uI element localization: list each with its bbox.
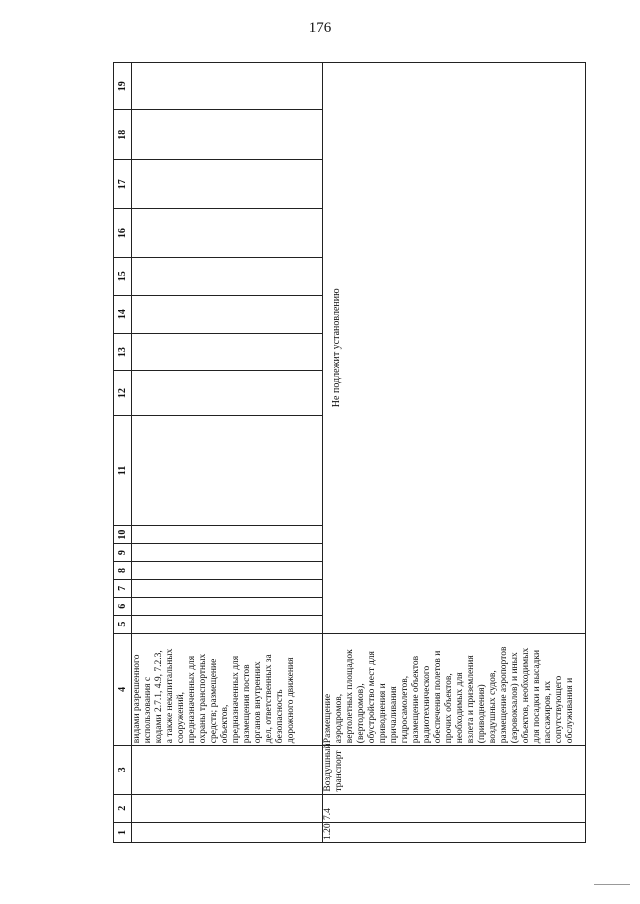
table-cell	[132, 333, 323, 371]
header-cell: 14	[114, 295, 132, 333]
use-code-cell: 7.4	[323, 794, 586, 822]
header-cell: 17	[114, 159, 132, 208]
table-cell	[132, 415, 323, 526]
table-cell	[132, 371, 323, 415]
header-cell: 19	[114, 63, 132, 110]
table-cell	[132, 746, 323, 794]
merged-note-cell: Не подлежит установлению	[323, 63, 586, 634]
header-cell: 4	[114, 633, 132, 746]
table-cell	[132, 159, 323, 208]
table-cell	[132, 597, 323, 615]
header-cell: 5	[114, 615, 132, 633]
table-cell	[132, 63, 323, 110]
header-cell: 11	[114, 415, 132, 526]
table-cell	[132, 562, 323, 580]
header-cell: 16	[114, 209, 132, 257]
header-cell: 13	[114, 333, 132, 371]
header-cell: 8	[114, 562, 132, 580]
use-description-cell: видами разрешенного использования с кодами 2.7.1, 4.9, 7.2.3, а также некапитальных сооружений, предназначенных для охраны транспортных средств; размещение объектов, предназначенных для размещения постов органов внутренних дел, ответственных за безопасность дорожного движения	[132, 633, 323, 746]
table-cell	[132, 794, 323, 822]
table-row	[323, 63, 586, 843]
header-cell: 1	[114, 823, 132, 843]
use-name-cell: Воздушный транспорт	[323, 746, 586, 794]
use-description-cell: Размещение аэродромов, вертолетных площадок (вертодромов), обустройство мест для приводнения и причаливания гидросамолетов, размещение объектов радиотехнического обеспечения полетов и прочих объектов, необходимых для взлета и приземления (приводнения) воздушных судов, размещение аэропортов (аэровокзалов) и иных объектов, необходимых для посадки и высадки пассажиров, их сопутствующего обслуживания и	[323, 633, 586, 746]
row-number-cell: 1.20	[323, 823, 586, 843]
table-cell	[132, 526, 323, 544]
header-cell: 6	[114, 597, 132, 615]
footer-mark	[594, 884, 630, 885]
header-cell: 12	[114, 371, 132, 415]
header-cell: 2	[114, 794, 132, 822]
land-use-table	[113, 62, 586, 843]
header-cell: 9	[114, 544, 132, 562]
table-cell	[132, 579, 323, 597]
header-cell: 3	[114, 746, 132, 794]
table-cell	[132, 544, 323, 562]
header-cell: 10	[114, 526, 132, 544]
header-cell: 7	[114, 579, 132, 597]
header-cell: 18	[114, 110, 132, 159]
header-cell: 15	[114, 257, 132, 295]
rotated-table-wrapper	[113, 62, 586, 843]
header-row	[114, 63, 132, 843]
table-cell	[132, 823, 323, 843]
table-cell	[132, 257, 323, 295]
table-cell	[132, 295, 323, 333]
table-cell	[132, 110, 323, 159]
table-cell	[132, 615, 323, 633]
page-number: 176	[308, 20, 332, 36]
table-cell	[132, 209, 323, 257]
table-row	[132, 63, 323, 843]
